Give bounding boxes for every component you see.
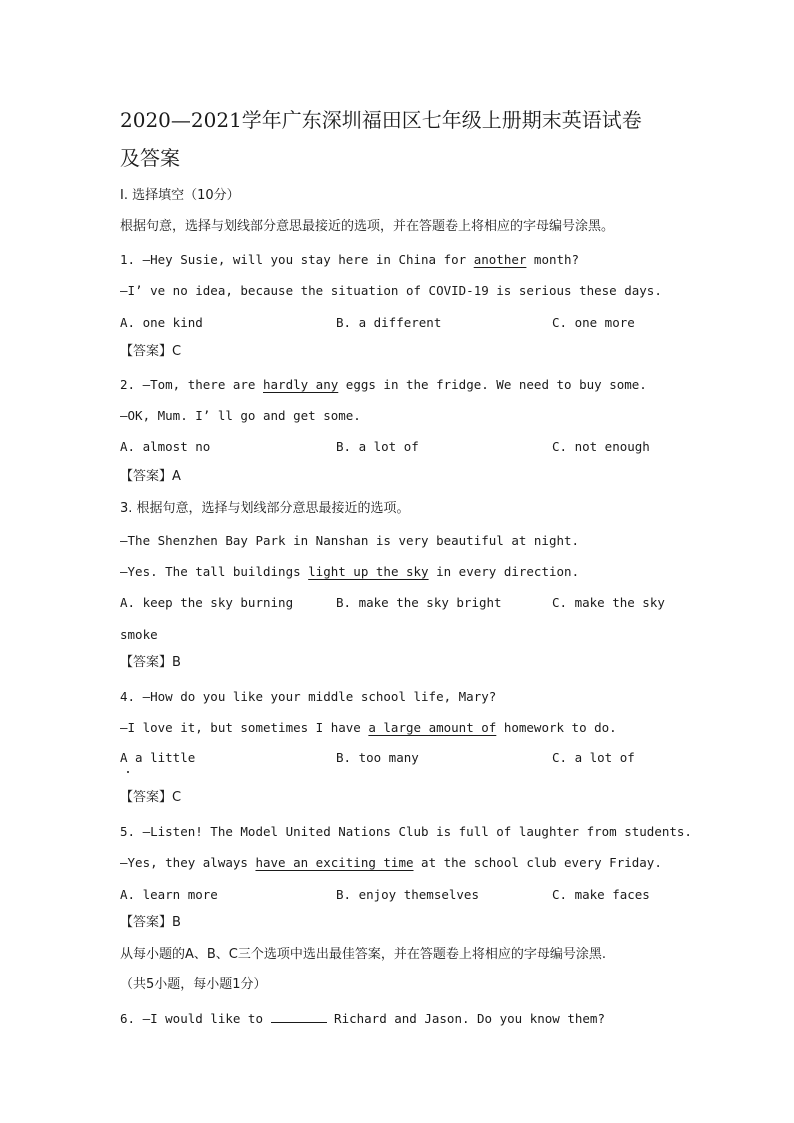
question-4-reply [120,720,617,736]
question-2-option-a: A. almost no [120,439,211,454]
answer-value: C [172,790,182,805]
question-4-answer [120,790,181,806]
question-text: eggs in the fridge. We need to buy some. [338,377,647,392]
question-5-reply [120,855,662,871]
question-text: homework to do. [496,720,617,735]
question-text: 2. —Tom, there are [120,377,263,392]
question-2-prompt [120,377,647,393]
answer-label: 【答案】 [120,469,173,484]
question-2-answer [120,469,181,485]
question-4-option-a: A a little [120,750,196,765]
answer-label: 【答案】 [120,344,173,359]
underlined-phrase: have an exciting time [255,855,414,870]
question-3-reply [120,564,579,580]
question-text: —Yes. The tall buildings [120,564,309,579]
answer-label: 【答案】 [120,790,173,805]
underlined-phrase: light up the sky [308,564,429,579]
question-2-option-b: B. a lot of [336,439,419,454]
answer-value: A [172,469,181,484]
stray-dot-mark [127,771,129,773]
question-4-option-b: B. too many [336,750,419,765]
document-title-line-1: 2020—2021学年广东深圳福田区七年级上册期末英语试卷 [120,108,642,132]
underlined-phrase: another [473,252,527,267]
question-text: —I love it, but sometimes I have [120,720,369,735]
underlined-phrase: hardly any [263,377,339,392]
question-6-prompt [120,1011,605,1027]
question-5-answer [120,915,181,931]
question-2-reply: —OK, Mum. I’ ll go and get some. [120,408,361,423]
question-text: month? [526,252,580,267]
section-2-note: （共5小题，每小题1分） [120,977,267,992]
question-3-instruction: 3. 根据句意，选择与划线部分意思最接近的选项。 [120,501,410,516]
question-text: Richard and Jason. Do you know them? [326,1011,605,1026]
section-instruction: 根据句意，选择与划线部分意思最接近的选项，并在答题卷上将相应的字母编号涂黑。 [120,219,615,234]
question-text: at the school club every Friday. [413,855,662,870]
question-1-reply: —I’ ve no idea, because the situation of COVID-19 is serious these days. [120,283,662,298]
question-3-option-c-continued: smoke [120,627,158,642]
question-1-option-c: C. one more [552,315,635,330]
question-1-prompt [120,252,579,268]
question-text: 6. —I would like to [120,1011,271,1026]
question-4-prompt: 4. —How do you like your middle school life, Mary? [120,689,497,704]
section-heading: Ⅰ. 选择填空（10分） [120,188,240,203]
question-1-option-b: B. a different [336,315,442,330]
question-text: 1. —Hey Susie, will you stay here in China for [120,252,474,267]
question-3-option-a: A. keep the sky burning [120,595,294,610]
document-title-line-2: 及答案 [120,146,180,170]
question-2-option-c: C. not enough [552,439,650,454]
underlined-phrase: a large amount of [368,720,497,735]
question-5-option-b: B. enjoy themselves [336,887,479,902]
question-4-option-c: C. a lot of [552,750,635,765]
question-5-option-c: C. make faces [552,887,650,902]
question-1-answer [120,344,181,360]
question-3-option-c: C. make the sky [552,595,665,610]
question-1-option-a: A. one kind [120,315,203,330]
question-3-option-b: B. make the sky bright [336,595,502,610]
answer-label: 【答案】 [120,915,173,930]
question-3-prompt: —The Shenzhen Bay Park in Nanshan is very beautiful at night. [120,533,580,548]
answer-value: B [172,915,181,930]
section-2-instruction: 从每小题的A、B、C三个选项中选出最佳答案，并在答题卷上将相应的字母编号涂黑. [120,947,607,962]
question-5-option-a: A. learn more [120,887,218,902]
question-5-prompt: 5. —Listen! The Model United Nations Club is full of laughter from students. [120,824,692,839]
answer-blank [271,1011,327,1023]
question-text: in every direction. [428,564,580,579]
answer-value: B [172,655,181,670]
question-3-answer [120,655,181,671]
answer-label: 【答案】 [120,655,173,670]
question-text: —Yes, they always [120,855,256,870]
answer-value: C [172,344,182,359]
